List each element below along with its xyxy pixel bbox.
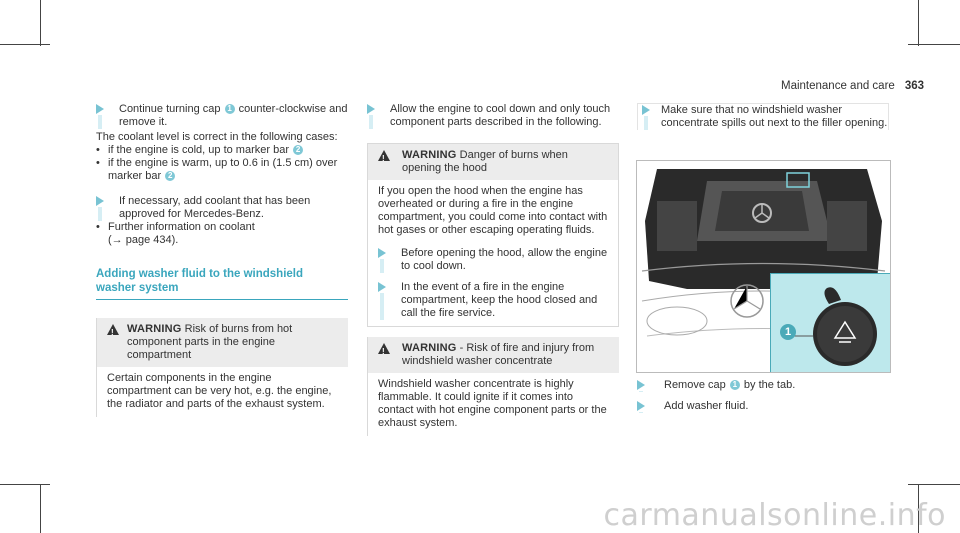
step-arrow-icon xyxy=(637,401,645,411)
crop-mark xyxy=(40,484,41,533)
crop-mark xyxy=(918,0,919,46)
step-add-fluid: Add washer fluid. xyxy=(637,400,889,413)
step-allow-cool: Allow the engine to cool down and only touch component parts described in the following. xyxy=(367,103,619,129)
crop-mark xyxy=(0,484,50,485)
step-arrow-icon xyxy=(637,380,645,390)
step-continue-turning: Continue turning cap 1 counter-clockwise and remove it. xyxy=(96,103,348,129)
warning-box: ! WARNING Risk of burns from hot component parts in the engine compartment Certain components in the engine compartment can be very hot, e.g. the engine, the radiator and parts of the exhaust system. xyxy=(96,318,348,417)
column-2 xyxy=(367,103,619,436)
warning-body: Windshield washer concentrate is highly flammable. It could ignite if it comes into contact with hot engine component parts or the exhaust system. xyxy=(367,373,619,436)
engine-compartment-figure xyxy=(636,160,891,373)
heading-rule xyxy=(96,299,348,300)
warning-box-fire: ! WARNING - Risk of fire and injury from windshield washer concentrate Windshield washer concentrate is highly flammable. It could ignite if it comes into contact with hot engine component parts or the exhaust system. xyxy=(367,337,619,436)
bullet-cold: • if the engine is cold, up to marker bar 2 xyxy=(96,144,348,157)
callout-1: 1 xyxy=(730,380,740,390)
step-arrow-icon xyxy=(642,105,650,115)
figure-callout-1: 1 xyxy=(780,324,796,340)
step-add-coolant: If necessary, add coolant that has been approved for Mercedes-Benz. xyxy=(96,195,348,221)
column-1 xyxy=(96,103,348,417)
step-arrow-icon xyxy=(96,196,104,206)
warning-box-hood: ! WARNING Danger of burns when opening the hood If you open the hood when the engine has overheated or during a fire in the engine compartment, you could come into contact with hot gases or other escaping operating fluids. Before opening the hood, allow the engine to cool down. In the event of a fire in the engine compartment, keep the hood closed and call the fire service. xyxy=(367,143,619,327)
page-reference: (→ page 434). xyxy=(108,234,179,246)
bullet-warm: • if the engine is warm, up to 0.6 in (1.5 cm) over marker bar 2 xyxy=(96,157,348,183)
step-before-opening: Before opening the hood, allow the engine to cool down. xyxy=(378,247,608,273)
crop-mark xyxy=(908,484,960,485)
section-heading: Adding washer fluid to the windshield washer system xyxy=(96,268,303,294)
warning-icon xyxy=(378,150,390,161)
page-header xyxy=(781,80,924,92)
warning-icon xyxy=(107,324,119,335)
step-arrow-icon xyxy=(378,282,386,292)
crop-mark xyxy=(0,44,50,45)
step-arrow-icon xyxy=(367,104,375,114)
column-3 xyxy=(637,103,889,136)
crop-mark xyxy=(40,0,41,46)
step-fire: In the event of a fire in the engine compartment, keep the hood closed and call the fire service. xyxy=(378,281,608,320)
step-remove-cap: Remove cap 1 by the tab. xyxy=(637,379,889,392)
column-3-steps xyxy=(637,379,889,419)
step-arrow-icon xyxy=(378,248,386,258)
warning-body: If you open the hood when the engine has overheated or during a fire in the engine compartment, you could come into contact with hot gases or other escaping operating fluids. xyxy=(378,185,608,236)
page-number: 363 xyxy=(904,80,924,92)
warning-body: Certain components in the engine compartment can be very hot, e.g. the engine, the radiator and parts of the exhaust system. xyxy=(96,367,348,417)
bullet-further-info: • Further information on coolant xyxy=(96,221,348,234)
cap-detail-inset xyxy=(770,273,891,373)
step-no-spill: Make sure that no windshield washer concentrate spills out next to the filler opening. xyxy=(637,103,889,130)
coolant-level-text: The coolant level is correct in the following cases: xyxy=(96,131,338,143)
callout-1: 1 xyxy=(225,104,235,114)
crop-mark xyxy=(908,44,960,45)
section-title: Maintenance and care xyxy=(781,80,895,92)
watermark: carmanualsonline.info xyxy=(603,498,946,533)
step-arrow-icon xyxy=(96,104,104,114)
warning-icon xyxy=(378,343,390,354)
